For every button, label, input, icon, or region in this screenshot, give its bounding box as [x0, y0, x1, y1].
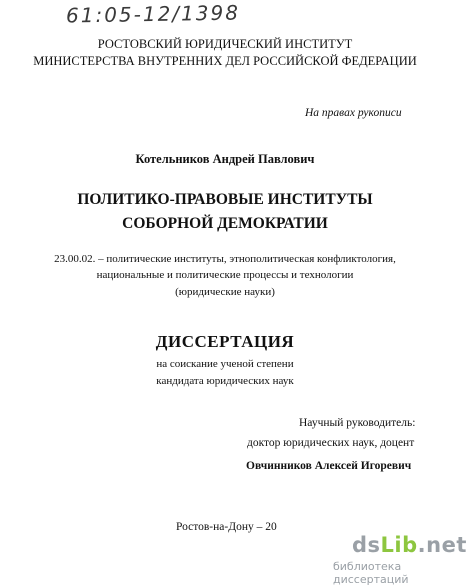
degree-line-1: на соискание ученой степени [156, 358, 294, 370]
specialty-line-3: (юридические науки) [175, 286, 275, 298]
city-year: Ростов-на-Дону – 20 [176, 521, 277, 533]
logo-mid: Lib [380, 533, 418, 557]
logo-prefix: ds [352, 533, 381, 557]
ministry-name: МИНИСТЕРСТВА ВНУТРЕННИХ ДЕЛ РОССИЙСКОЙ ФЕДЕРАЦИИ [33, 54, 417, 68]
logo-suffix: .net [417, 533, 467, 557]
title-line-1: ПОЛИТИКО-ПРАВОВЫЕ ИНСТИТУТЫ [77, 191, 373, 208]
dslib-logo[interactable] [352, 533, 467, 557]
manuscript-rights-note: На правах рукописи [305, 107, 402, 119]
author-name: Котельников Андрей Павлович [135, 152, 315, 166]
institute-name: РОСТОВСКИЙ ЮРИДИЧЕСКИЙ ИНСТИТУТ [97, 37, 353, 51]
supervisor-name: Овчинников Алексей Игоревич [246, 460, 412, 472]
specialty-line-1: 23.00.02. – политические институты, этнополитическая конфликтология, [54, 253, 396, 265]
degree-line-2: кандидата юридических наук [156, 375, 294, 387]
supervisor-label: Научный руководитель: [299, 417, 416, 429]
handwritten-registry-number: 61:05-12/1398 [65, 0, 241, 28]
specialty-line-2: национальные и политические процессы и технологии [96, 269, 354, 281]
work-type-heading: ДИССЕРТАЦИЯ [155, 332, 295, 351]
title-line-2: СОБОРНОЙ ДЕМОКРАТИИ [122, 215, 328, 232]
watermark-subtitle: библиотека диссертаций [333, 560, 409, 586]
supervisor-title: доктор юридических наук, доцент [247, 437, 415, 449]
